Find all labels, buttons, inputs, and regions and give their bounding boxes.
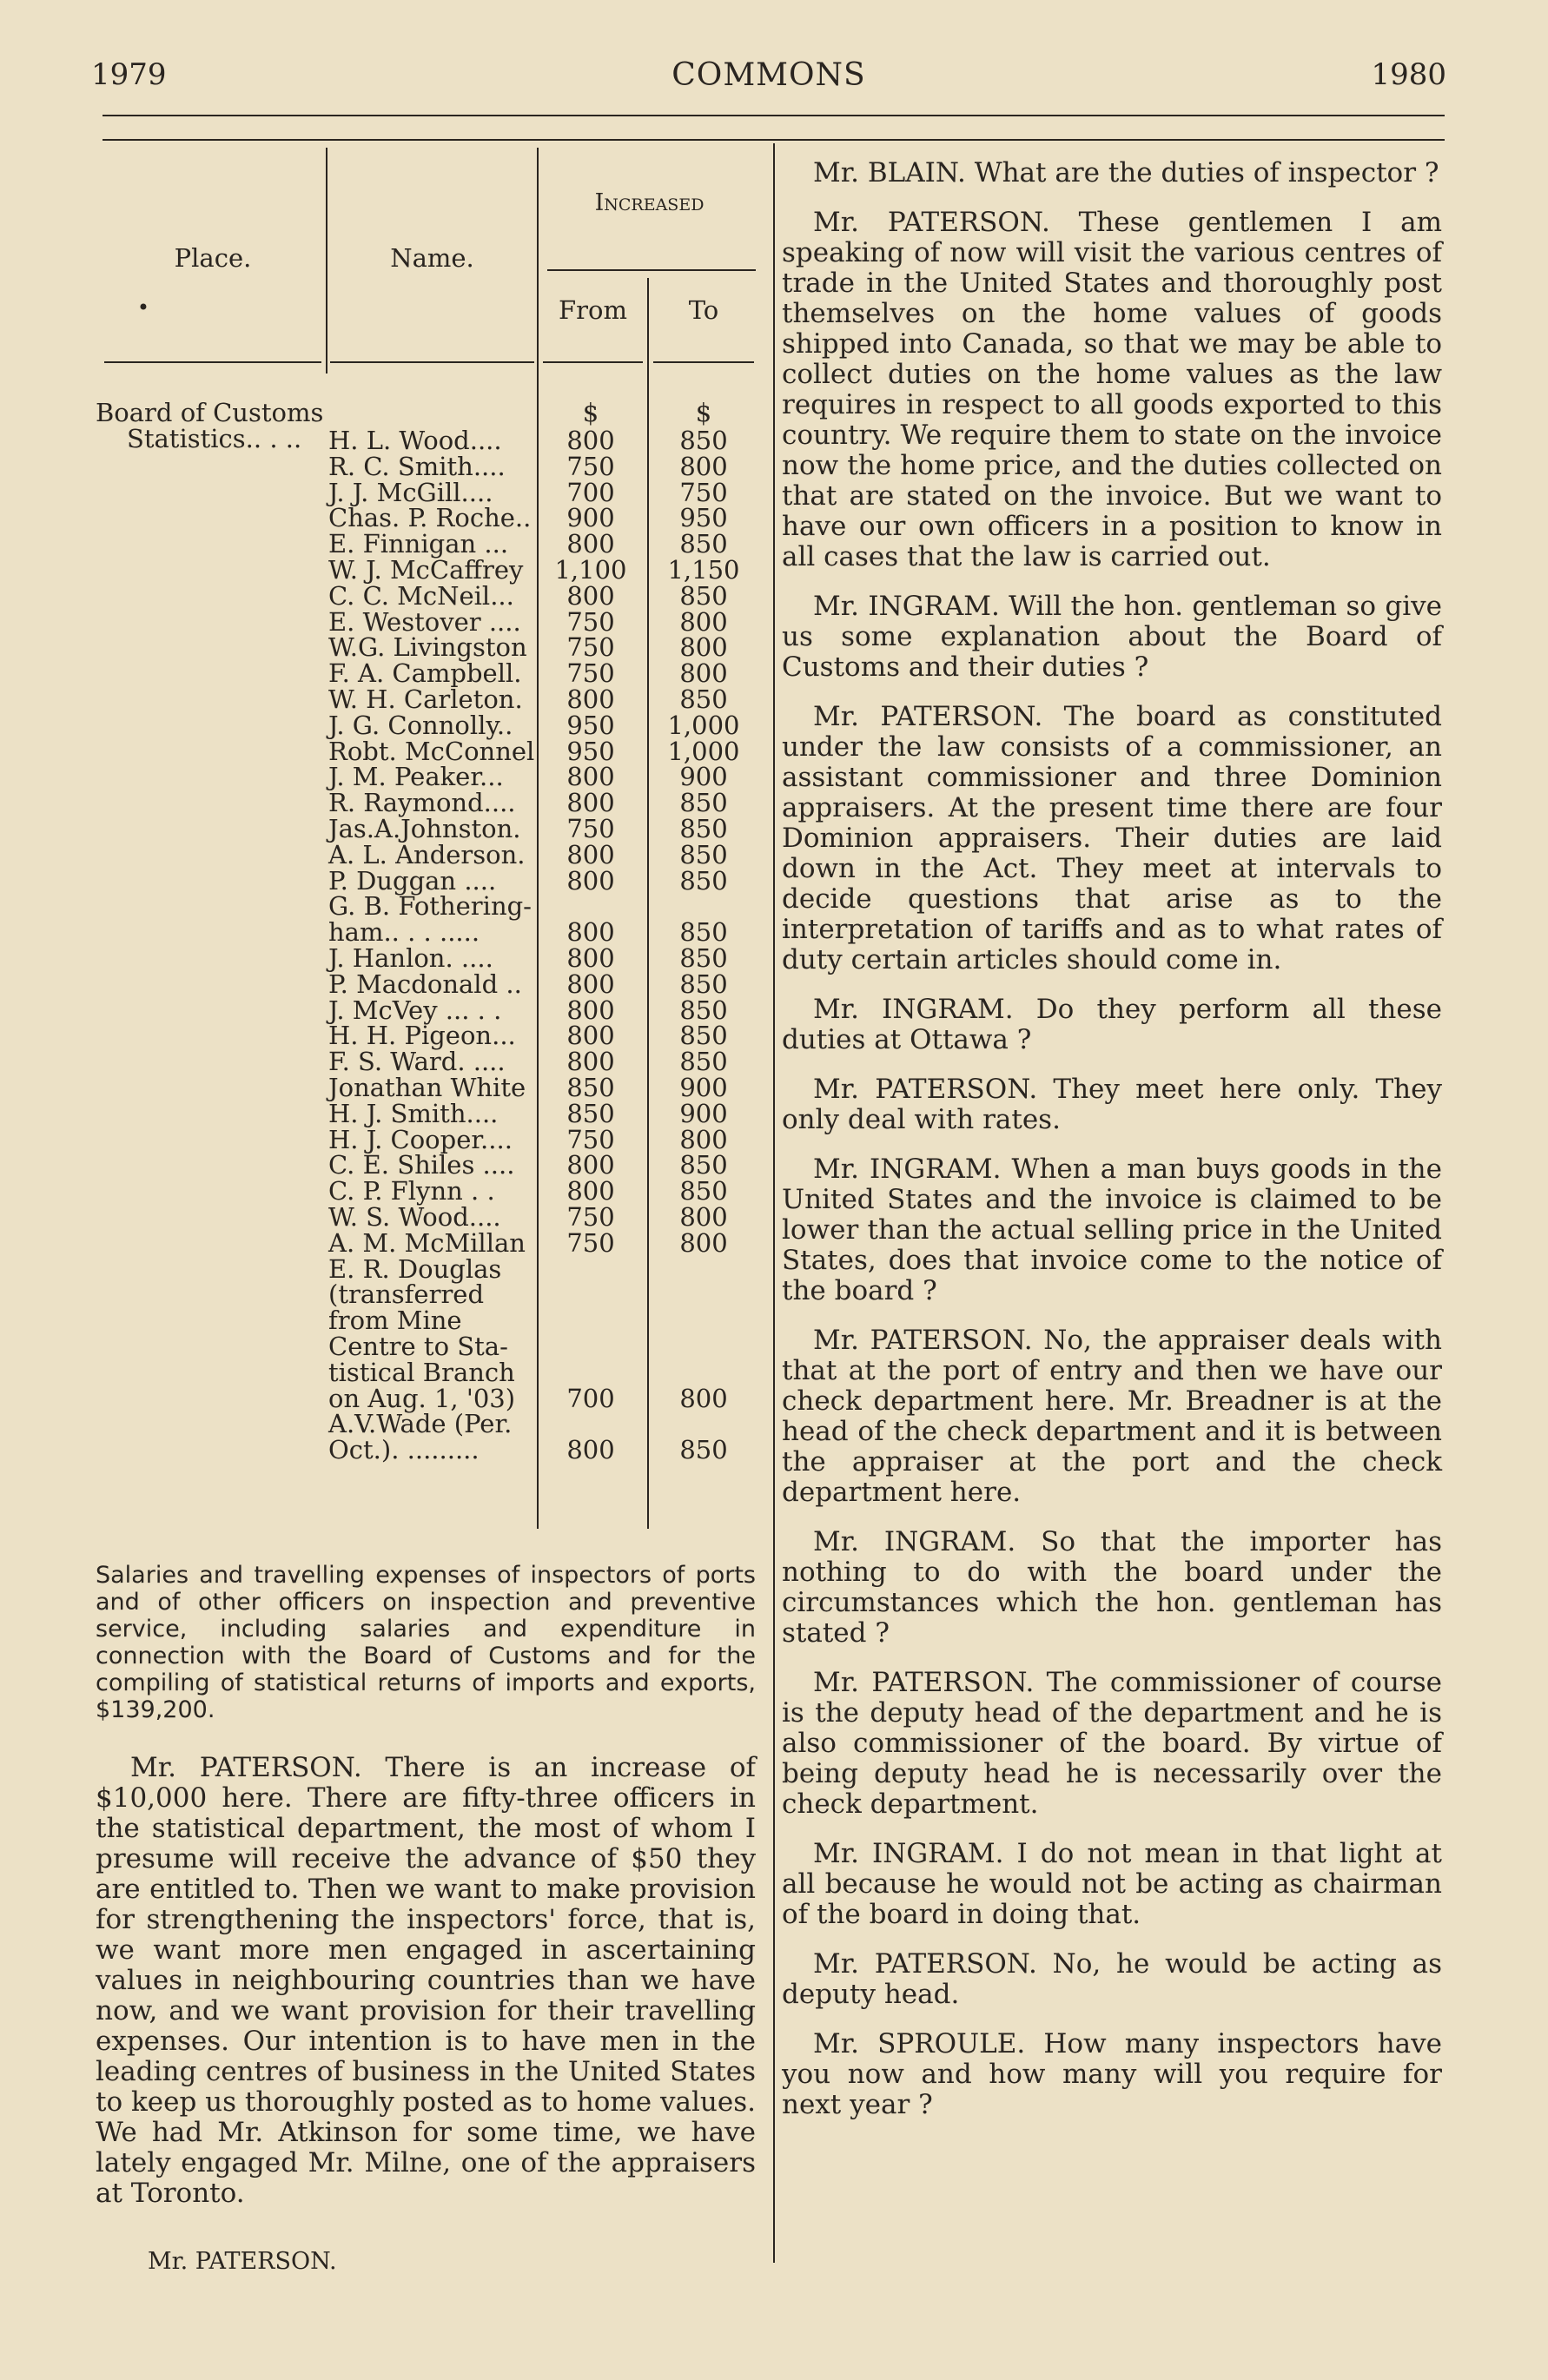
table-row-from: 900: [566, 503, 615, 533]
table-row-to: 800: [679, 1202, 728, 1232]
table-row-name: P. Macdonald ..: [328, 969, 522, 999]
table-row-from: 800: [566, 1435, 615, 1465]
table-row-to: 850: [679, 580, 728, 611]
table-vline-place: [326, 148, 327, 374]
table-row-to: 850: [679, 1021, 728, 1051]
table-hline-header-to: [653, 361, 754, 363]
table-row-to: 800: [679, 606, 728, 637]
table-row-to: 850: [679, 839, 728, 869]
right-paragraph: Mr. PATERSON. The commissioner of course is the deputy head of the department and he is also commissioner of the board. By virtue of being deputy head he is necessarily over the check department.: [782, 1667, 1442, 1820]
table-hline-header-from: [543, 361, 643, 363]
table-row-from: 750: [566, 606, 615, 637]
table-row-from: 800: [566, 1021, 615, 1051]
table-row-from: 750: [566, 451, 615, 481]
table-row-name: ham.. . . .....: [328, 917, 480, 948]
table-row-name: H. H. Pigeon...: [328, 1021, 516, 1051]
table-row-to: 850: [679, 1047, 728, 1077]
table-row-name: A. M. McMillan: [328, 1227, 526, 1258]
table-row-from: 800: [566, 865, 615, 896]
table-row-name: W. J. McCaffrey: [328, 555, 524, 585]
table-row-to: 850: [679, 1435, 728, 1465]
right-column: [782, 158, 1442, 2139]
table-row-from: 700: [566, 477, 615, 507]
table-row-to: 850: [679, 426, 728, 455]
table-row-from: 800: [566, 580, 615, 611]
unit-to: $: [695, 398, 712, 427]
table-row-name: Oct.). .........: [328, 1435, 480, 1465]
table-row-to: 850: [679, 995, 728, 1025]
table-row-to: 800: [679, 1383, 728, 1413]
right-paragraph: Mr. PATERSON. These gentlemen I am speaking of now will visit the various centres of trade in the United States and thoroughly post themselves on the home values of goods shipped into Canada, so that we may be able to collect duties on the home values as the law requires in respect to all goods exported to this country. We require them to state on the invoice now the home price, and the duties collected on that are stated on the invoice. But we want to have our own officers in a position to know in all cases that the law is carried out.: [782, 207, 1442, 572]
table-row-to: 750: [679, 477, 728, 507]
table-row-to: 850: [679, 529, 728, 559]
table-row-to: 800: [679, 451, 728, 481]
table-row-from: 800: [566, 1176, 615, 1207]
table-row-from: 800: [566, 762, 615, 792]
unit-from: $: [582, 398, 599, 427]
header-rule-top: [103, 115, 1445, 116]
table-row-name: J. M. Peaker...: [328, 762, 504, 792]
table-row-from: 1,100: [554, 555, 627, 585]
table-row-from: 750: [566, 814, 615, 843]
table-row-name: P. Duggan ....: [328, 865, 497, 896]
table-row-to: 1,150: [667, 555, 740, 585]
table-row-name: from Mine: [328, 1306, 462, 1336]
table-row-from: 800: [566, 839, 615, 869]
table-row-to: 850: [679, 1176, 728, 1207]
table-row-name: R. Raymond....: [328, 788, 516, 818]
table-row-to: 850: [679, 865, 728, 896]
appropriation-note: Salaries and travelling expenses of inspectors of ports and of other officers on inspection and preventive service, including salaries and expenditure in connection with the Board of Customs and for the compiling of statistical returns of imports and exports, $139,200.: [96, 1562, 756, 1723]
table-row-name: G. B. Fothering-: [328, 891, 532, 922]
table-row-name: Jonathan White: [328, 1073, 526, 1102]
column-divider: [773, 143, 775, 2263]
table-row-from: 800: [566, 995, 615, 1025]
place-text-line-2: Statistics.. . ..: [127, 424, 302, 453]
table-row-name: Centre to Sta-: [328, 1332, 508, 1361]
table-row-name: on Aug. 1, '03): [328, 1383, 516, 1413]
left-trailer: Mr. PATERSON.: [148, 2248, 337, 2275]
table-row-to: 800: [679, 1124, 728, 1154]
table-row-from: 950: [566, 736, 615, 766]
table-row-from: 800: [566, 1150, 615, 1180]
right-paragraph: Mr. INGRAM. When a man buys goods in the United States and the invoice is claimed to be lower than the actual selling price in the United States, does that invoice come to the notice of the board ?: [782, 1154, 1442, 1306]
table-row-to: 850: [679, 684, 728, 714]
table-row-to: 900: [679, 1098, 728, 1128]
table-row-name: E. R. Douglas: [328, 1253, 502, 1284]
table-row-to: 800: [679, 1227, 728, 1258]
table-row-from: 800: [566, 788, 615, 818]
table-row-from: 750: [566, 1124, 615, 1154]
right-paragraph: Mr. PATERSON. The board as constituted under the law consists of a commissioner, an assistant commissioner and three Dominion appraisers. At the present time there are four Dominion appraisers. Their duties are laid down in the Act. They meet at intervals to decide questions that arise as to the interpretation of tariffs and as to what rates of duty certain articles should come in.: [782, 701, 1442, 975]
table-row-from: 950: [566, 710, 615, 740]
table-row-from: 750: [566, 1202, 615, 1232]
header-name: Name.: [390, 243, 474, 273]
table-row-to: 850: [679, 1150, 728, 1180]
table-row-to: 850: [679, 814, 728, 843]
right-paragraph: Mr. INGRAM. Will the hon. gentleman so give us some explanation about the Board of Customs and their duties ?: [782, 591, 1442, 683]
table-row-name: W.G. Livingston: [328, 632, 527, 663]
table-row-from: 750: [566, 658, 615, 689]
table-hline-header-place: [104, 361, 321, 363]
right-paragraph: Mr. PATERSON. No, the appraiser deals with that at the port of entry and then we have our check department here. Mr. Breadner is at the head of the check department and it is between the appraiser at the port and the check department here.: [782, 1325, 1442, 1508]
table-row-to: 800: [679, 658, 728, 689]
table-row-from: 850: [566, 1098, 615, 1128]
table-row-to: 900: [679, 762, 728, 792]
right-paragraph: Mr. INGRAM. I do not mean in that light at all because he would not be acting as chairman of the board in doing that.: [782, 1838, 1442, 1930]
table-row-name: A. L. Anderson.: [328, 839, 526, 869]
table-row-name: H. L. Wood....: [328, 426, 502, 455]
right-paragraph: Mr. BLAIN. What are the duties of inspector ?: [813, 157, 1439, 188]
table-row-name: C. E. Shiles ....: [328, 1150, 515, 1180]
table-row-name: Robt. McConnel: [328, 736, 535, 766]
table-row-from: 800: [566, 969, 615, 999]
table-row-name: E. Finnigan ...: [328, 529, 509, 559]
header-place: Place.: [174, 243, 252, 273]
header-to: To: [688, 295, 719, 325]
table-hline-header-name: [330, 361, 534, 363]
table-row-name: R. C. Smith....: [328, 451, 506, 481]
table-row-from: 800: [566, 529, 615, 559]
table-row-name: tistical Branch: [328, 1357, 515, 1387]
table-hline-increased: [547, 269, 756, 271]
table-vline-name: [537, 148, 539, 1529]
page-number-right: 1980: [1371, 57, 1446, 92]
place-marker: •: [136, 295, 150, 320]
place-text-line-1: Board of Customs: [96, 398, 324, 427]
header-rule-bottom: [103, 139, 1445, 141]
table-vline-from: [647, 278, 649, 1529]
table-row-from: 800: [566, 684, 615, 714]
table-row-name: W. H. Carleton.: [328, 684, 523, 714]
right-paragraph: Mr. INGRAM. Do they perform all these duties at Ottawa ?: [782, 994, 1442, 1055]
table-row-from: 700: [566, 1383, 615, 1413]
table-row-name: (transferred: [328, 1279, 485, 1310]
page-header: [91, 57, 1446, 101]
table-row-name: Jas.A.Johnston.: [328, 814, 521, 843]
table-row-name: J. Hanlon. ....: [328, 943, 493, 973]
table-row-name: C. C. McNeil...: [328, 580, 514, 611]
table-row-name: H. J. Smith....: [328, 1098, 499, 1128]
table-row-to: 850: [679, 917, 728, 948]
header-from: From: [559, 295, 627, 325]
table-row-name: J. J. McGill....: [328, 477, 493, 507]
table-row-to: 1,000: [667, 710, 740, 740]
right-paragraph: Mr. PATERSON. They meet here only. They only deal with rates.: [782, 1074, 1442, 1135]
table-row-name: E. Westover ....: [328, 606, 521, 637]
table-row-name: Chas. P. Roche..: [328, 503, 532, 533]
table-row-name: C. P. Flynn . .: [328, 1176, 495, 1207]
table-row-from: 800: [566, 943, 615, 973]
table-row-name: W. S. Wood....: [328, 1202, 501, 1232]
table-row-name: A.V.Wade (Per.: [328, 1409, 513, 1439]
table-row-to: 950: [679, 503, 728, 533]
page-number-left: 1979: [91, 57, 167, 92]
table-row-to: 850: [679, 788, 728, 818]
table-row-from: 750: [566, 1227, 615, 1258]
header-increased: Increased: [594, 189, 705, 216]
table-row-to: 1,000: [667, 736, 740, 766]
table-row-to: 800: [679, 632, 728, 663]
table-row-to: 850: [679, 943, 728, 973]
right-paragraph: Mr. PATERSON. No, he would be acting as deputy head.: [782, 1948, 1442, 2010]
table-row-name: F. S. Ward. ....: [328, 1047, 506, 1077]
table-row-name: J. G. Connolly..: [328, 710, 513, 740]
table-row-name: F. A. Campbell.: [328, 658, 522, 689]
table-row-from: 850: [566, 1073, 615, 1102]
table-row-to: 850: [679, 969, 728, 999]
right-paragraph: Mr. SPROULE. How many inspectors have you now and how many will you require for next year ?: [782, 2028, 1442, 2120]
table-row-from: 800: [566, 1047, 615, 1077]
table-row-from: 800: [566, 917, 615, 948]
table-row-from: 800: [566, 426, 615, 455]
left-paragraph-paterson: Mr. PATERSON. There is an increase of $10,000 here. There are fifty-three officers in the statistical department, the most of whom I presume will receive the advance of $50 they are entitled to. Then we want to make provision for strengthening the inspectors' force, that is, we want more men engaged in ascertaining values in neighbouring countries than we have now, and we want provision for their travelling expenses. Our intention is to have men in the leading centres of business in the United States to keep us thoroughly posted as to home values. We had Mr. Atkinson for some time, we have lately engaged Mr. Milne, one of the appraisers at Toronto.: [96, 1752, 756, 2209]
salary-table: [96, 148, 756, 1529]
table-row-from: 750: [566, 632, 615, 663]
page-title: COMMONS: [671, 57, 866, 93]
table-row-name: H. J. Cooper....: [328, 1124, 513, 1154]
table-row-name: J. McVey ... . .: [328, 995, 502, 1025]
table-row-to: 900: [679, 1073, 728, 1102]
right-paragraph: Mr. INGRAM. So that the importer has nothing to do with the board under the circumstances which the hon. gentleman has stated ?: [782, 1526, 1442, 1649]
